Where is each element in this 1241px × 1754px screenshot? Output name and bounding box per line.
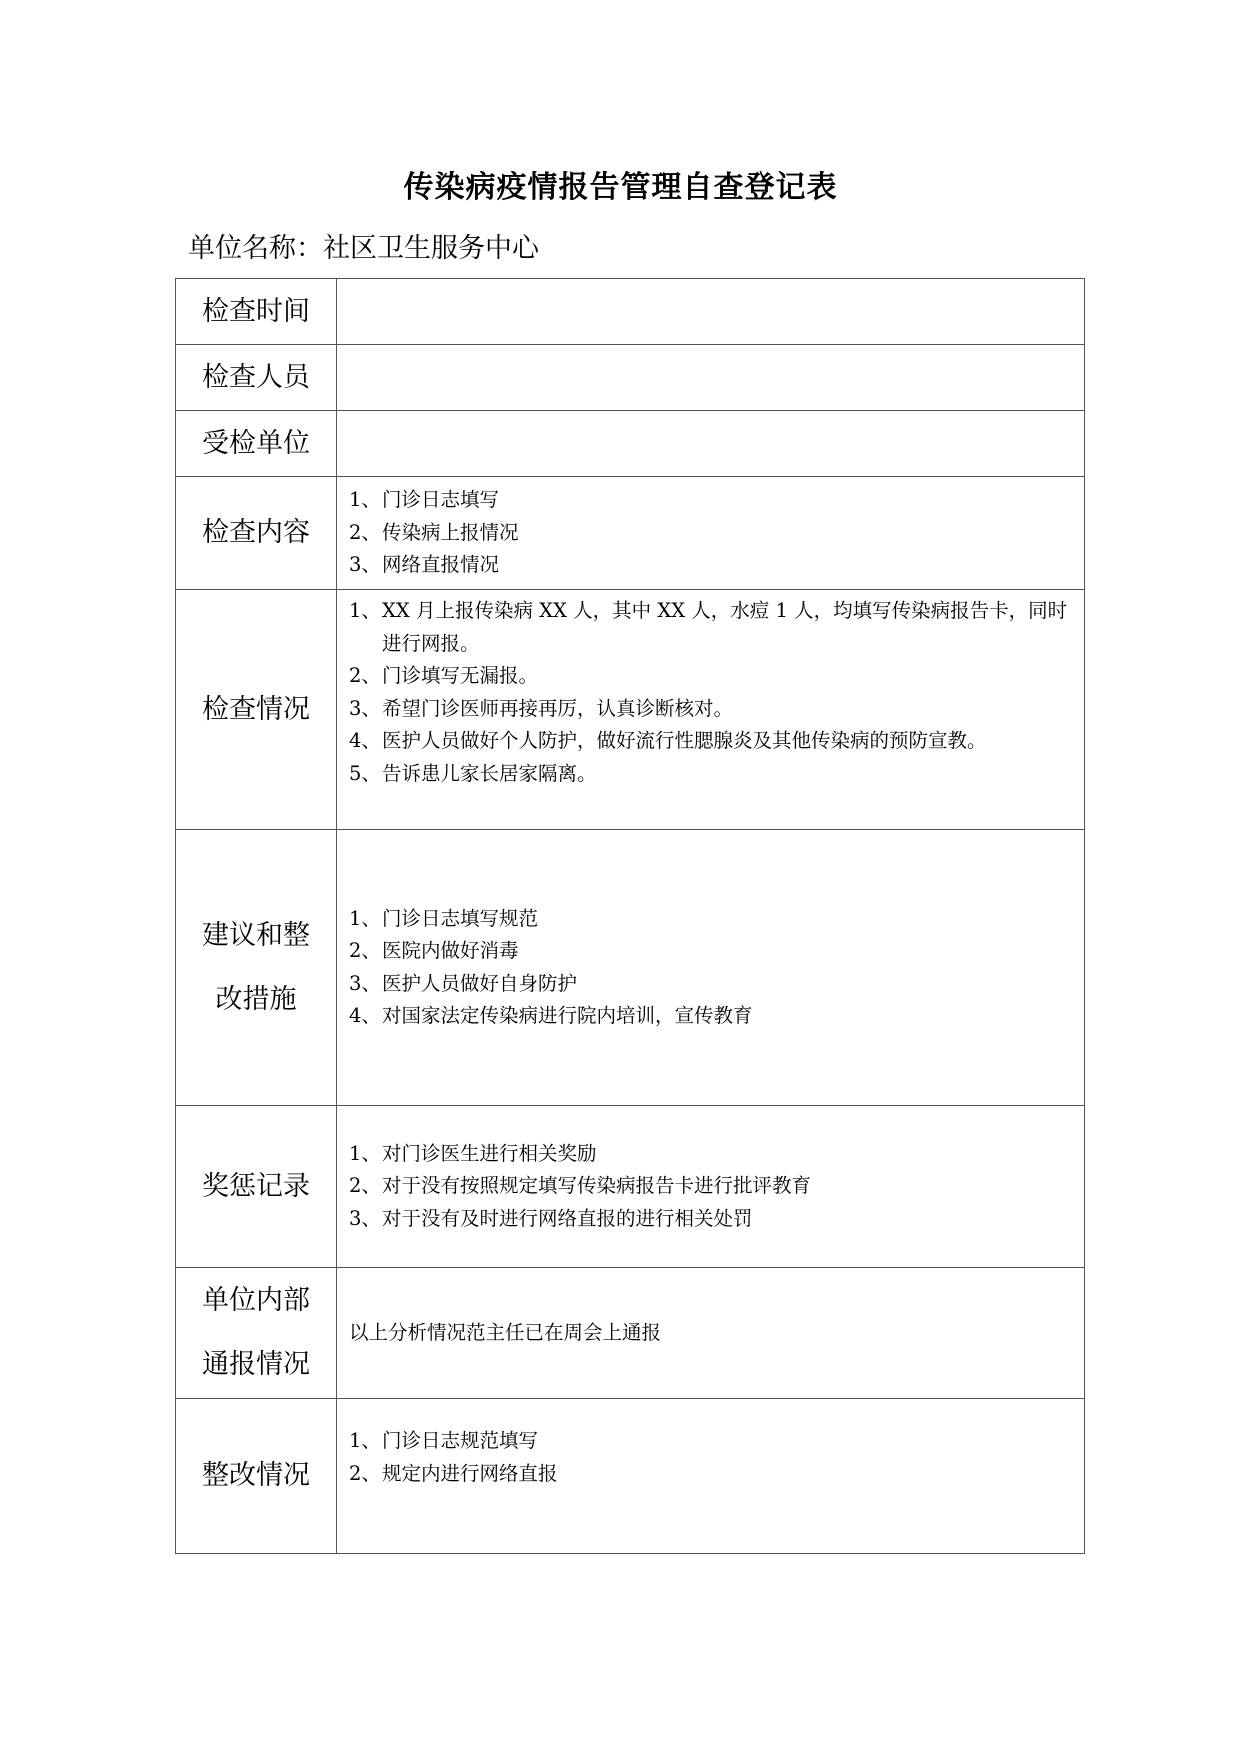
item-number: 1、 — [349, 1141, 381, 1165]
item-number: 3、 — [349, 696, 381, 720]
inspector-label: 检查人员 — [176, 345, 337, 411]
internal-report-text — [337, 1268, 1085, 1399]
list-item — [349, 660, 1074, 693]
list-item — [349, 549, 1074, 582]
item-text: 对门诊医生进行相关奖励 — [382, 1141, 597, 1165]
item-number: 2、 — [349, 1174, 381, 1198]
item-text: 希望门诊医师再接再厉，认真诊断核对。 — [382, 696, 734, 720]
row-check-time — [176, 279, 1085, 345]
internal-report-value: 以上分析情况范主任已在周会上通报 — [349, 1320, 662, 1344]
list-item — [349, 1425, 1074, 1458]
check-status-list — [337, 590, 1085, 830]
item-text: 医院内做好消毒 — [382, 939, 519, 962]
item-text: XX 月上报传染病 XX 人，其中 XX 人，水痘 1 人，均填写传染病报告卡，同时进行网报。 — [382, 599, 1068, 655]
item-text: 医护人员做好自身防护 — [382, 971, 578, 995]
row-rectification — [176, 1399, 1085, 1554]
item-number: 4、 — [349, 729, 381, 752]
item-text: 规定内进行网络直报 — [382, 1461, 558, 1485]
item-text: 门诊填写无漏报。 — [382, 664, 539, 687]
list-item — [349, 595, 1074, 660]
item-text: 对国家法定传染病进行院内培训，宣传教育 — [382, 1004, 753, 1027]
list-item — [349, 1138, 1074, 1171]
list-item — [349, 517, 1074, 550]
item-number: 1、 — [349, 1429, 381, 1452]
item-number: 3、 — [349, 553, 381, 577]
item-number: 1、 — [349, 488, 381, 512]
list-item — [349, 725, 1074, 758]
list-item — [349, 903, 1074, 936]
item-number: 2、 — [349, 939, 381, 962]
internal-report-label-line1: 单位内部 — [202, 1285, 310, 1316]
item-number: 5、 — [349, 761, 381, 785]
unit-name-line — [188, 226, 539, 265]
list-item — [349, 1458, 1074, 1491]
item-number: 4、 — [349, 1004, 381, 1027]
unit-name-label: 单位名称： — [188, 233, 323, 264]
row-inspected-unit — [176, 411, 1085, 477]
suggestions-label — [176, 830, 337, 1106]
rectification-list — [337, 1399, 1085, 1554]
page-title: 传染病疫情报告管理自查登记表 — [403, 170, 838, 205]
item-number: 2、 — [349, 664, 381, 687]
unit-name-value: 社区卫生服务中心 — [323, 233, 539, 264]
rectification-label: 整改情况 — [176, 1399, 337, 1554]
row-inspector — [176, 345, 1085, 411]
rewards-label: 奖惩记录 — [176, 1106, 337, 1268]
list-item — [349, 758, 1074, 791]
row-internal-report — [176, 1268, 1085, 1399]
item-text: 告诉患儿家长居家隔离。 — [382, 761, 597, 785]
item-text: 对于没有及时进行网络直报的进行相关处罚 — [382, 1206, 753, 1230]
item-text: 网络直报情况 — [382, 553, 500, 577]
suggestions-label-line1: 建议和整 — [202, 919, 310, 951]
suggestions-label-line2: 改措施 — [215, 983, 297, 1015]
item-number: 3、 — [349, 1206, 381, 1230]
row-rewards — [176, 1106, 1085, 1268]
item-text: 传染病上报情况 — [382, 520, 519, 544]
list-item — [349, 968, 1074, 1001]
item-text: 门诊日志填写 — [382, 488, 500, 512]
suggestions-list — [337, 830, 1085, 1106]
list-item — [349, 1170, 1074, 1203]
item-number: 2、 — [349, 520, 381, 544]
inspected-unit-field[interactable] — [337, 411, 1085, 477]
inspector-field[interactable] — [337, 345, 1085, 411]
list-item — [349, 484, 1074, 517]
row-check-content — [176, 477, 1085, 590]
self-inspection-form — [175, 278, 1085, 1554]
list-item — [349, 693, 1074, 726]
rewards-list — [337, 1106, 1085, 1268]
check-content-label: 检查内容 — [176, 477, 337, 590]
item-text: 对于没有按照规定填写传染病报告卡进行批评教育 — [382, 1174, 812, 1198]
list-item — [349, 935, 1074, 968]
internal-report-label-line2: 通报情况 — [202, 1349, 310, 1380]
item-number: 2、 — [349, 1461, 381, 1485]
item-text: 医护人员做好个人防护，做好流行性腮腺炎及其他传染病的预防宣教。 — [382, 729, 987, 752]
list-item — [349, 1203, 1074, 1236]
inspected-unit-label: 受检单位 — [176, 411, 337, 477]
row-check-status — [176, 590, 1085, 830]
item-number: 1、 — [349, 906, 381, 930]
check-time-label: 检查时间 — [176, 279, 337, 345]
item-text: 门诊日志规范填写 — [382, 1429, 539, 1452]
item-text: 门诊日志填写规范 — [382, 906, 539, 930]
row-suggestions — [176, 830, 1085, 1106]
check-content-list — [337, 477, 1085, 590]
check-time-field[interactable] — [337, 279, 1085, 345]
item-number: 3、 — [349, 971, 381, 995]
check-status-label: 检查情况 — [176, 590, 337, 830]
internal-report-label — [176, 1268, 337, 1399]
list-item — [349, 1000, 1074, 1033]
item-number: 1、 — [349, 599, 381, 622]
